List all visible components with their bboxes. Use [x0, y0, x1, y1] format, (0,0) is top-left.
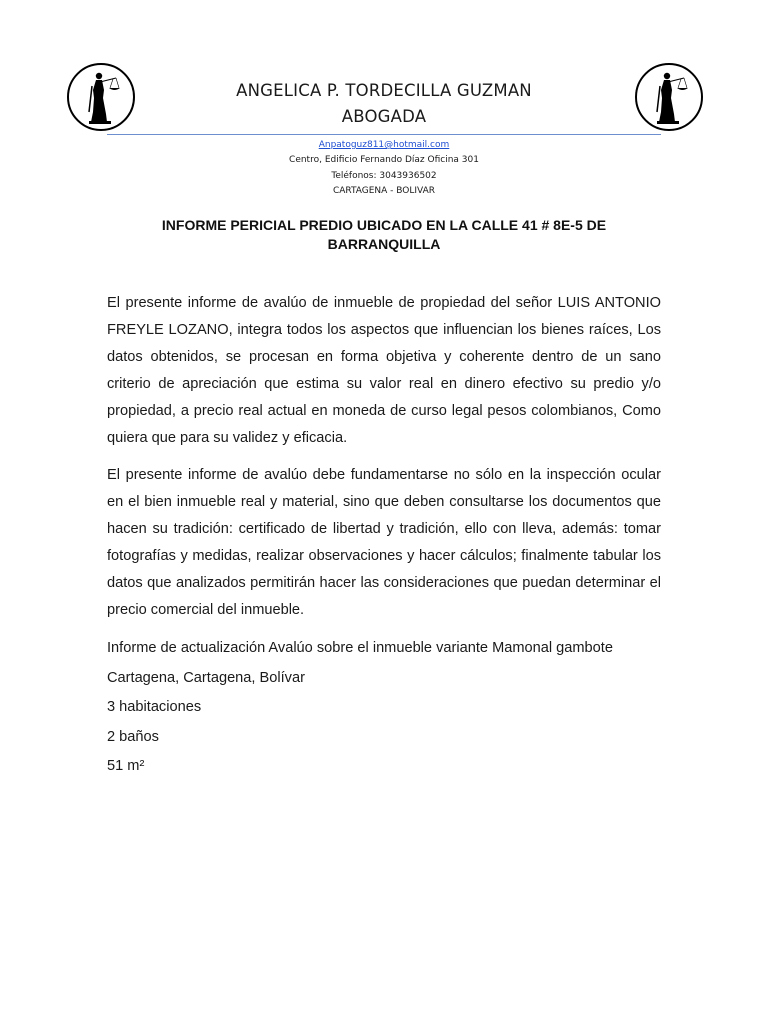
email-link[interactable]: Anpatoguz811@hotmail.com [318, 140, 450, 150]
logo-right [634, 62, 704, 132]
bathrooms-line: 2 baños [107, 728, 159, 745]
lady-justice-icon [66, 62, 136, 132]
contact-block [134, 138, 634, 199]
city-text: CARTAGENA - BOLIVAR [332, 185, 436, 196]
title-line-2: BARRANQUILLA [327, 236, 441, 252]
title-line-1: INFORME PERICIAL PREDIO UBICADO EN LA CALLE 41 # 8E-5 DE [161, 217, 607, 233]
document-title [107, 216, 661, 254]
address-text: Centro, Edificio Fernando Díaz Oficina 301 [289, 155, 479, 166]
paragraph-intro: El presente informe de avalúo de inmueble de propiedad del señor LUIS ANTONIO FREYLE LOZANO, integra todos los aspectos que influencian los bienes raíces, Los datos obtenidos, se procesan en forma objetiva y coherente dentro de un sano criterio de apreciación que estima su valor real en dinero efectivo su predio y/o propiedad, a precio real actual en moneda de curso legal pesos colombianos, Como quiera que para su validez y eficacia. [107, 295, 661, 446]
header-divider [107, 134, 661, 135]
logo-left [66, 62, 136, 132]
letterhead-title [134, 78, 634, 130]
lawyer-name: ANGELICA P. TORDECILLA GUZMAN [236, 81, 532, 100]
lawyer-profession: ABOGADA [341, 107, 427, 126]
rooms-line: 3 habitaciones [107, 699, 202, 716]
update-line: Informe de actualización Avalúo sobre el inmueble variante Mamonal gambote [107, 640, 613, 656]
document-body [107, 290, 661, 782]
location-line: Cartagena, Cartagena, Bolívar [107, 669, 305, 686]
area-line: 51 m² [107, 758, 145, 775]
phone-text: Teléfonos: 3043936502 [331, 170, 437, 181]
lady-justice-icon [634, 62, 704, 132]
paragraph-basis: El presente informe de avalúo debe fundamentarse no sólo en la inspección ocular en el bien inmueble real y material, sino que deben consultarse los documentos que hacen su tradición: certificado de libertad y tradición, ello con lleva, además: tomar fotografías y medidas, realizar observaciones y hacer cálculos; finalmente tabular los datos que analizados permitirán hacer las consideraciones que puedan determinar el precio comercial del inmueble. [107, 467, 661, 618]
